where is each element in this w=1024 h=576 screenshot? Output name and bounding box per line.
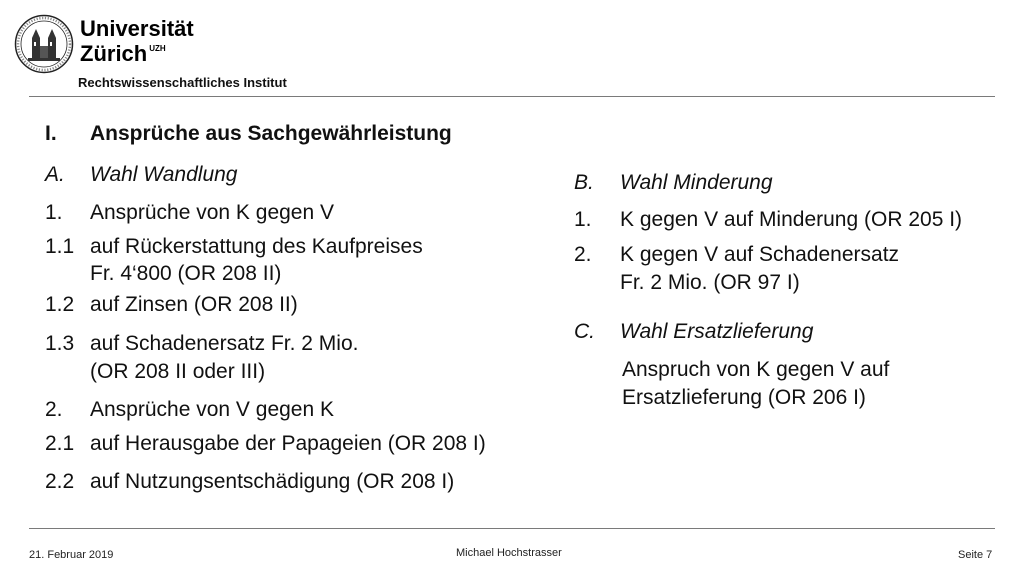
footer-author: Michael Hochstrasser — [456, 547, 562, 559]
footer-page-number: Seite 7 — [958, 549, 993, 561]
university-seal-logo — [14, 14, 74, 74]
section-a-title: Wahl Wandlung — [90, 163, 238, 186]
list-item-text: auf Herausgabe der Papageien (OR 208 I) — [90, 432, 486, 455]
list-item-continuation: Fr. 2 Mio. (OR 97 I) — [620, 271, 800, 294]
university-name-line1: Universität — [80, 16, 194, 41]
list-item-number: 1.1 — [45, 235, 75, 258]
list-item-number: 1.2 — [45, 293, 75, 316]
section-c-text-line2: Ersatzlieferung (OR 206 I) — [622, 386, 866, 409]
title-text: Ansprüche aus Sachgewährleistung — [90, 122, 452, 145]
list-item-text: auf Schadenersatz Fr. 2 Mio. — [90, 332, 359, 355]
list-item-number: 2.1 — [45, 432, 75, 455]
list-item-continuation: Fr. 4‘800 (OR 208 II) — [90, 262, 282, 285]
list-item-text: Ansprüche von K gegen V — [90, 201, 335, 224]
section-c-label: C. — [574, 320, 595, 343]
section-c-text-line1: Anspruch von K gegen V auf — [622, 358, 890, 381]
header-divider — [29, 96, 995, 97]
uzh-superscript: UZH — [149, 44, 166, 53]
footer-date: 21. Februar 2019 — [29, 549, 114, 561]
institute-name: Rechtswissenschaftliches Institut — [78, 75, 287, 90]
list-item-number: 1.3 — [45, 332, 75, 355]
list-item-text: K gegen V auf Schadenersatz — [620, 243, 900, 266]
section-b-title: Wahl Minderung — [620, 171, 773, 194]
list-item-number: 2.2 — [45, 470, 75, 493]
list-item-number: 1. — [45, 201, 63, 224]
list-item-text: auf Rückerstattung des Kaufpreises — [90, 235, 423, 258]
title-number: I. — [45, 122, 57, 145]
list-item-number: 2. — [45, 398, 63, 421]
list-item-text: Ansprüche von V gegen K — [90, 398, 335, 421]
section-b-label: B. — [574, 171, 594, 194]
list-item-number: 1. — [574, 208, 592, 231]
university-name-line2 — [80, 43, 166, 70]
list-item-text: auf Nutzungsentschädigung (OR 208 I) — [90, 470, 455, 493]
university-name-zurich: Zürich — [80, 41, 148, 66]
list-item-number: 2. — [574, 243, 592, 266]
list-item-text: K gegen V auf Minderung (OR 205 I) — [620, 208, 963, 231]
list-item-continuation: (OR 208 II oder III) — [90, 360, 266, 383]
footer-divider — [29, 528, 995, 529]
list-item-text: auf Zinsen (OR 208 II) — [90, 293, 298, 316]
section-a-label: A. — [45, 163, 65, 186]
section-c-title: Wahl Ersatzlieferung — [620, 320, 814, 343]
